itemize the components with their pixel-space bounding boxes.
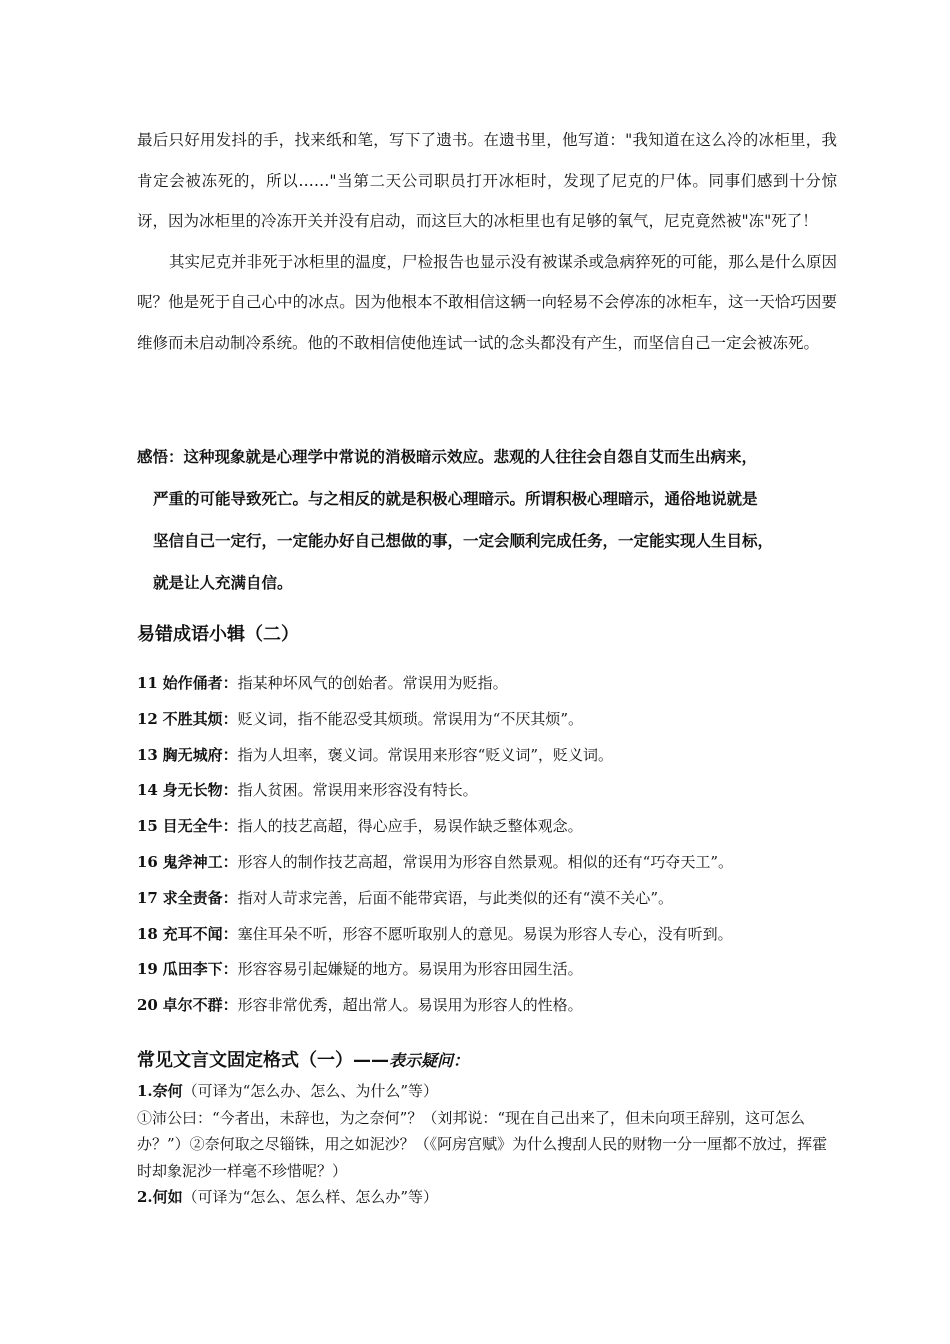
format-gloss: （可译为“怎么办、怎么、为什么”等） — [182, 1082, 439, 1100]
list-item — [137, 845, 857, 881]
idiom-term: 瓜田李下： — [162, 960, 238, 979]
item-number: 18 — [137, 924, 158, 943]
list-item — [137, 881, 857, 917]
story-text — [137, 120, 837, 363]
insight-line-2: 严重的可能导致死亡。与之相反的就是积极心理暗示。所谓积极心理暗示，通俗地说就是 — [153, 489, 758, 508]
item-number: 20 — [137, 996, 158, 1015]
list-item — [137, 738, 857, 774]
idiom-section-heading: 易错成语小辑（二） — [137, 624, 299, 645]
format-heading-note: 表示疑问： — [389, 1051, 470, 1070]
format-item-2 — [137, 1184, 837, 1211]
item-number: 14 — [137, 781, 158, 800]
idiom-description: 形容非常优秀，超出常人。易误用为形容人的性格。 — [237, 996, 583, 1015]
format-example-1: ①沛公曰：“今者出，未辞也，为之奈何”？（刘邦说：“现在自己出来了，但未向项王辞别，这可怎么办？”）②奈何取之尽锱铢，用之如泥沙？（《阿房宫赋》为什么搜刮人民的财物一分一厘都不放过，挥霍时却象泥沙一样毫不珍惜呢？） — [137, 1108, 828, 1180]
idiom-term: 始作俑者： — [162, 674, 238, 692]
format-gloss: （可译为“怎么、怎么样、怎么办”等） — [182, 1188, 439, 1206]
idiom-description: 贬义词，指不能忍受其烦琐。常误用为“不厌其烦”。 — [237, 709, 584, 728]
idiom-term: 充耳不闻： — [162, 924, 238, 943]
idiom-description: 指人贫困。常误用来形容没有特长。 — [237, 781, 478, 800]
idiom-description: 指对人苛求完善，后面不能带宾语，与此类似的还有“漠不关心”。 — [237, 888, 674, 907]
format-section-heading — [137, 1046, 469, 1072]
list-item — [137, 666, 857, 702]
list-item — [137, 809, 857, 845]
idiom-term: 鬼斧神工： — [162, 852, 238, 871]
item-number: 15 — [137, 817, 158, 836]
list-item — [137, 773, 857, 809]
idiom-description: 指某种坏风气的创始者。常误用为贬指。 — [237, 674, 508, 692]
format-item-1 — [137, 1078, 837, 1105]
insight-block — [137, 436, 837, 604]
list-item — [137, 702, 857, 738]
list-item — [137, 988, 857, 1024]
idiom-list — [137, 666, 857, 1024]
idiom-term: 目无全牛： — [162, 817, 238, 836]
idiom-description: 指人的技艺高超，得心应手，易误作缺乏整体观念。 — [237, 817, 583, 836]
item-number: 12 — [137, 709, 158, 728]
insight-line-4: 就是让人充满自信。 — [153, 573, 293, 592]
item-number: 11 — [137, 674, 158, 692]
story-paragraph-1: 最后只好用发抖的手，找来纸和笔，写下了遗书。在遗书里，他写道："我知道在这么冷的冰柜里，我肯定会被冻死的，所以……"当第二天公司职员打开冰柜时，发现了尼克的尸体。同事们感到十分惊讶，因为冰柜里的冷冻开关并没有启动，而这巨大的冰柜里也有足够的氧气，尼克竟然被"冻"死了！ — [137, 131, 837, 230]
item-number: 19 — [137, 960, 158, 979]
idiom-description: 形容容易引起嫌疑的地方。易误用为形容田园生活。 — [237, 960, 583, 979]
format-list — [137, 1078, 837, 1211]
story-paragraph-2: 其实尼克并非死于冰柜里的温度，尸检报告也显示没有被谋杀或急病猝死的可能，那么是什么原因呢？他是死于自己心中的冰点。因为他根本不敢相信这辆一向轻易不会停冻的冰柜车，这一天恰巧因要维修而未启动制冷系统。他的不敢相信使他连试一试的念头都没有产生，而坚信自己一定会被冻死。 — [137, 252, 837, 352]
format-term: 2.何如 — [137, 1188, 183, 1206]
format-term: 1.奈何 — [137, 1082, 183, 1100]
item-number: 17 — [137, 888, 158, 907]
insight-line-1: 感悟：这种现象就是心理学中常说的消极暗示效应。悲观的人往往会自怨自艾而生出病来， — [137, 447, 758, 466]
list-item — [137, 917, 857, 953]
idiom-description: 塞住耳朵不听，形容不愿听取别人的意见。易误为形容人专心，没有听到。 — [237, 924, 733, 943]
idiom-term: 胸无城府： — [162, 745, 238, 764]
idiom-term: 求全责备： — [162, 888, 238, 907]
idiom-term: 卓尔不群： — [162, 996, 238, 1015]
item-number: 13 — [137, 745, 158, 764]
insight-line-3: 坚信自己一定行，一定能办好自己想做的事，一定会顺利完成任务，一定能实现人生目标， — [153, 531, 774, 550]
format-heading-text: 常见文言文固定格式（一）—— — [137, 1050, 389, 1071]
idiom-term: 身无长物： — [162, 781, 238, 800]
idiom-term: 不胜其烦： — [162, 709, 238, 728]
item-number: 16 — [137, 852, 158, 871]
idiom-description: 形容人的制作技艺高超，常误用为形容自然景观。相似的还有“巧夺天工”。 — [237, 852, 734, 871]
idiom-description: 指为人坦率，褒义词。常误用来形容“贬义词”，贬义词。 — [237, 745, 614, 764]
list-item — [137, 952, 857, 988]
